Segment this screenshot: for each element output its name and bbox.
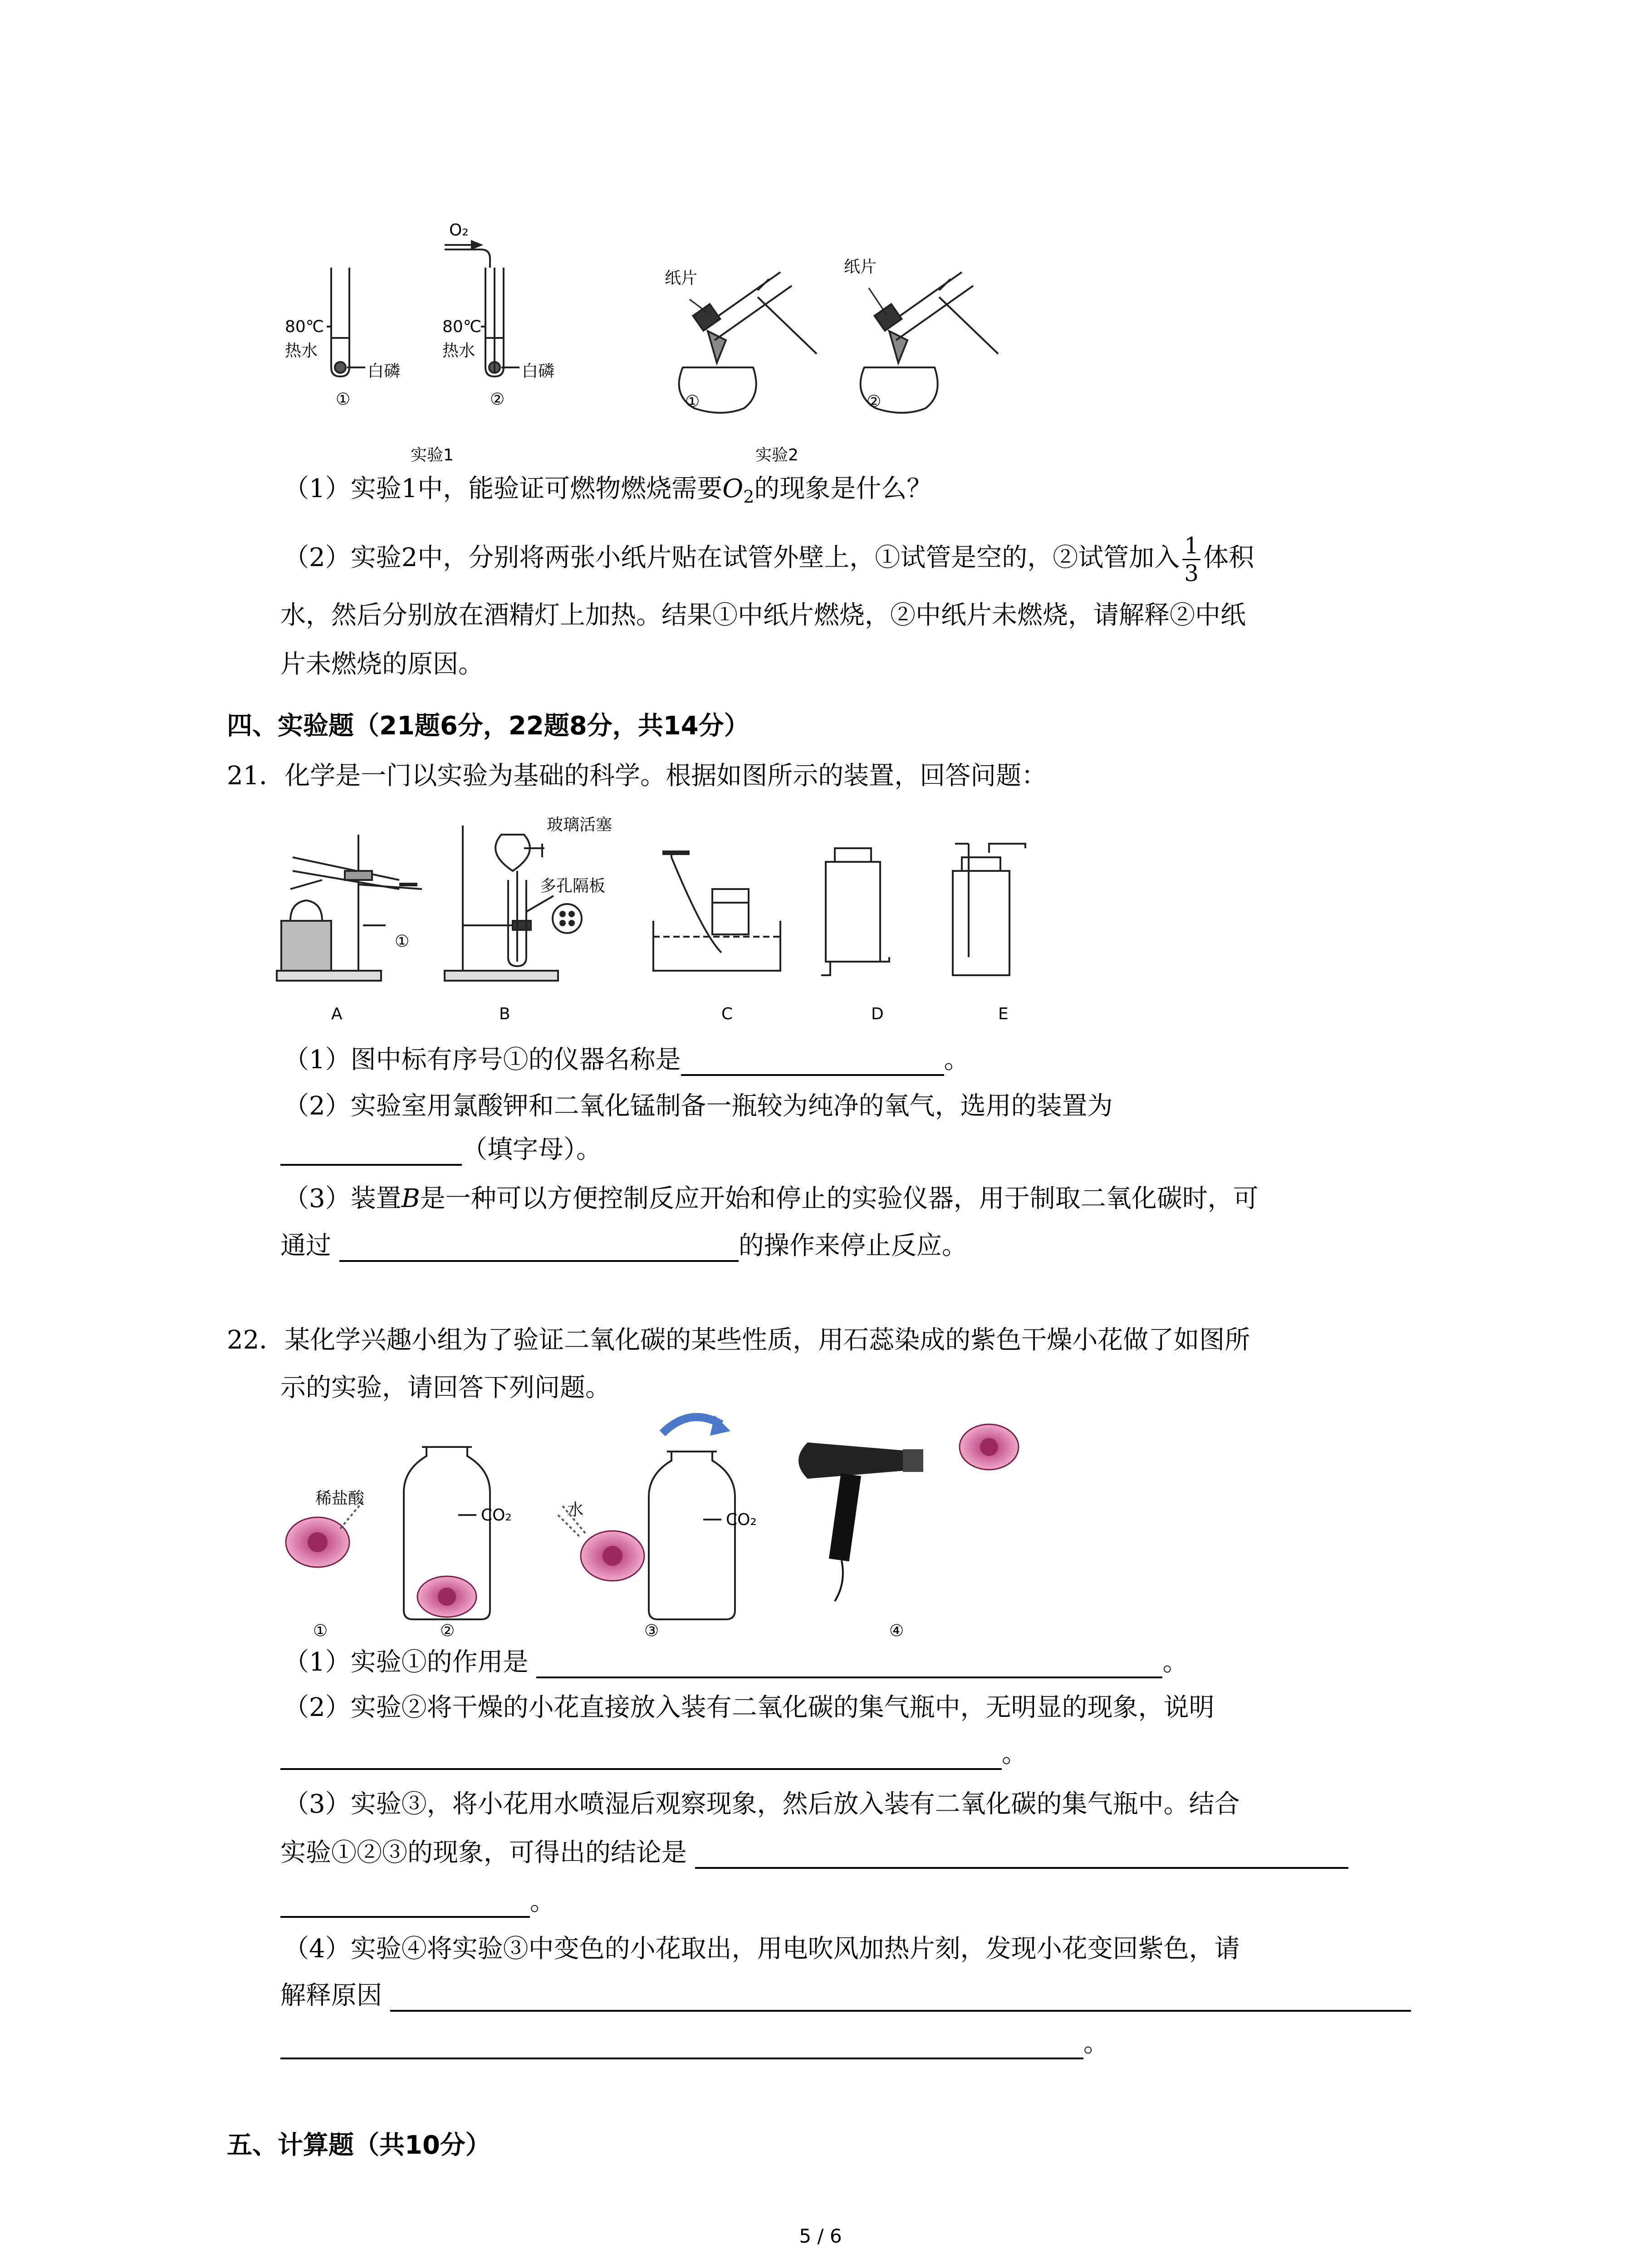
q21-blank1[interactable] xyxy=(681,1048,944,1076)
q21-part1: （1）图中标有序号①的仪器名称是 。 xyxy=(284,1044,970,1076)
tube1-phos: 白磷 xyxy=(367,362,401,381)
tube2-phos: 白磷 xyxy=(522,362,555,381)
q22-part2-cont: 。 xyxy=(280,1738,1027,1770)
q22-part3-cont2: 。 xyxy=(280,1886,555,1918)
page-number: 5 / 6 xyxy=(799,2225,842,2247)
label-B: B xyxy=(499,1005,510,1023)
q20-part2-line1: （2）实验2中，分别将两张小纸片贴在试管外壁上，①试管是空的，②试管加入 $\frac{1}{3}$ 体积 xyxy=(284,533,1254,587)
caption-exp2: 实验2 xyxy=(755,446,798,464)
label-n3: ③ xyxy=(644,1622,659,1640)
q21-blank2[interactable] xyxy=(280,1138,462,1166)
paper2-label: 纸片 xyxy=(844,258,877,276)
section5-heading: 五、计算题（共10分） xyxy=(227,2131,491,2160)
caption-exp1: 实验1 xyxy=(411,446,454,464)
label-E: E xyxy=(998,1005,1009,1023)
label-porous-plate: 多孔隔板 xyxy=(540,877,606,895)
paper1-label: 纸片 xyxy=(665,269,698,288)
label-dilute-hcl: 稀盐酸 xyxy=(315,1489,365,1508)
tube1-num: ① xyxy=(336,390,351,409)
q20-part2-line2: 水，然后分别放在酒精灯上加热。结果①中纸片燃烧，②中纸片未燃烧，请解释②中纸 xyxy=(280,601,1246,630)
label-circle1: ① xyxy=(395,932,410,951)
q22-part4: （4）实验④将实验③中变色的小花取出，用电吹风加热片刻，发现小花变回紫色，请 xyxy=(284,1934,1240,1964)
q22-stem-line1: 22．某化学兴趣小组为了验证二氧化碳的某些性质，用石蕊染成的紫色干燥小花做了如图所 xyxy=(227,1325,1250,1355)
q22-part4-cont2: 。 xyxy=(280,2028,1109,2059)
q22-blank1[interactable] xyxy=(536,1650,1162,1678)
apparatus-drawing xyxy=(272,807,1066,1043)
label-water: 水 xyxy=(567,1501,584,1519)
label-n4: ④ xyxy=(889,1622,904,1640)
q22-blank3a[interactable] xyxy=(695,1841,1348,1869)
label-co2-bottle3: CO₂ xyxy=(726,1510,757,1529)
tube1-water: 热水 xyxy=(285,342,318,360)
paper2-num: ② xyxy=(867,392,882,411)
label-A: A xyxy=(331,1005,343,1023)
q21-stem: 21．化学是一门以实验为基础的科学。根据如图所示的装置，回答问题： xyxy=(227,761,1047,791)
q21-part3: （3）装置B是一种可以方便控制反应开始和停止的实验仪器，用于制取二氧化碳时，可 xyxy=(284,1184,1259,1213)
q21-part3-cont: 通过 的操作来停止反应。 xyxy=(280,1230,967,1262)
q21-part2: （2）实验室用氯酸钾和二氧化锰制备一瓶较为纯净的氧气，选用的装置为 xyxy=(284,1091,1113,1121)
paper1-num: ① xyxy=(685,392,700,411)
tube2-num: ② xyxy=(490,390,505,409)
q22-part4-cont: 解释原因 xyxy=(280,1980,1411,2012)
label-n2: ② xyxy=(440,1622,455,1640)
tube2-water: 热水 xyxy=(442,342,475,360)
flower-experiment-drawing xyxy=(272,1411,1066,1647)
q20-part2-line3: 片未燃烧的原因。 xyxy=(280,650,484,679)
tube1-temp: 80℃ xyxy=(285,318,324,336)
label-glass-valve: 玻璃活塞 xyxy=(547,816,612,834)
q22-blank2[interactable] xyxy=(280,1742,1002,1770)
flower-1 xyxy=(286,1501,363,1567)
q22-blank4a[interactable] xyxy=(390,1984,1411,2012)
section4-heading: 四、实验题（21题6分，22题8分，共14分） xyxy=(227,711,749,741)
q22-part3-cont: 实验①②③的现象，可得出的结论是 xyxy=(280,1837,1348,1869)
q21-blank3[interactable] xyxy=(339,1234,739,1262)
label-C: C xyxy=(721,1005,733,1023)
test-tube-figure xyxy=(272,218,1043,472)
q22-part1: （1）实验①的作用是 。 xyxy=(284,1647,1188,1678)
hair-dryer-drawing xyxy=(798,1442,923,1601)
q22-stem-line2: 示的实验，请回答下列问题。 xyxy=(280,1373,611,1403)
q22-blank3b[interactable] xyxy=(280,1890,530,1918)
q22-blank4b[interactable] xyxy=(280,2031,1083,2059)
label-co2-bottle2: CO₂ xyxy=(481,1506,512,1525)
q22-part2: （2）实验②将干燥的小花直接放入装有二氧化碳的集气瓶中，无明显的现象，说明 xyxy=(284,1693,1215,1722)
label-n1: ① xyxy=(313,1622,328,1640)
label-D: D xyxy=(871,1005,884,1023)
o2-label: O₂ xyxy=(449,221,469,240)
tube2-temp: 80℃ xyxy=(442,318,482,336)
q20-part1: （1）实验1中，能验证可燃物燃烧需要$O_2$的现象是什么？ xyxy=(284,474,932,507)
fraction-one-third: $\frac{1}{3}$ xyxy=(1182,533,1200,587)
q22-part3: （3）实验③，将小花用水喷湿后观察现象，然后放入装有二氧化碳的集气瓶中。结合 xyxy=(284,1789,1240,1819)
q21-part2-cont: （填字母）。 xyxy=(280,1134,602,1166)
